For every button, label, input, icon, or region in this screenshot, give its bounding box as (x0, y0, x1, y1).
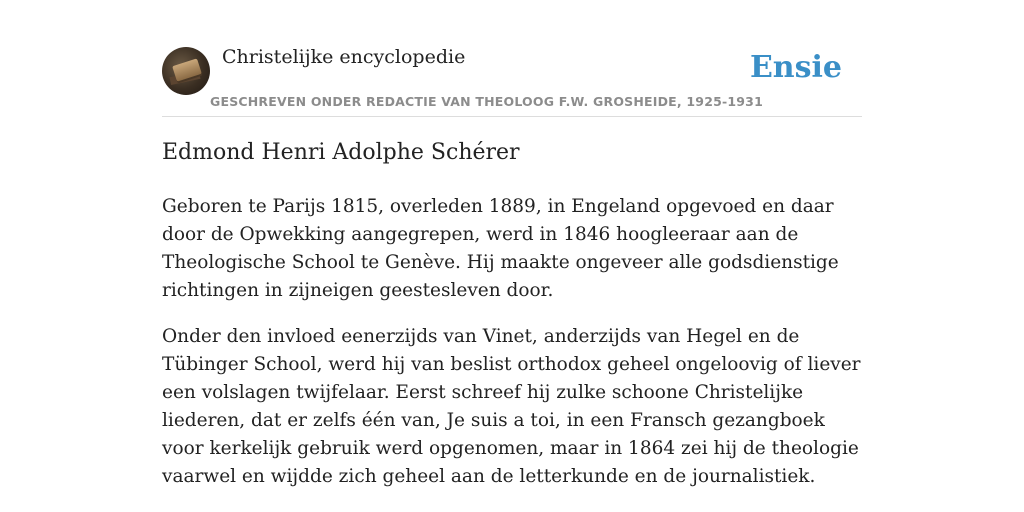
site-header (162, 44, 862, 117)
site-subtitle: GESCHREVEN ONDER REDACTIE VAN THEOLOOG F.W. GROSHEIDE, 1925-1931 (210, 94, 763, 109)
encyclopedia-avatar[interactable] (162, 47, 210, 95)
article-paragraph-1: Geboren te Parijs 1815, overleden 1889, in Engeland opgevoed en daar door de Opwekking aangegrepen, werd in 1846 hoogleeraar aan de Theologische School te Genève. Hij maakte ongeveer alle godsdienstige richtingen in zijneigen geestesleven door. (162, 196, 839, 301)
article-body (162, 193, 862, 509)
site-title[interactable]: Christelijke encyclopedie (222, 46, 466, 68)
article-paragraph-2: Onder den invloed eenerzijds van Vinet, anderzijds van Hegel en de Tübinger School, werd hij van beslist orthodox geheel ongeloovig of liever een volslagen twijfelaar. Eerst schreef hij zulke schoone Christelijke liederen, dat er zelfs één van, Je suis a toi, in een Fransch gezangboek voor kerkelijk gebruik werd opgenomen, maar in 1864 zei hij de theologie vaarwel en wijdde zich geheel aan de letterkunde en de journalistiek. (162, 326, 861, 487)
article-title: Edmond Henri Adolphe Schérer (162, 140, 520, 165)
ensie-logo[interactable]: Ensie (749, 50, 842, 85)
